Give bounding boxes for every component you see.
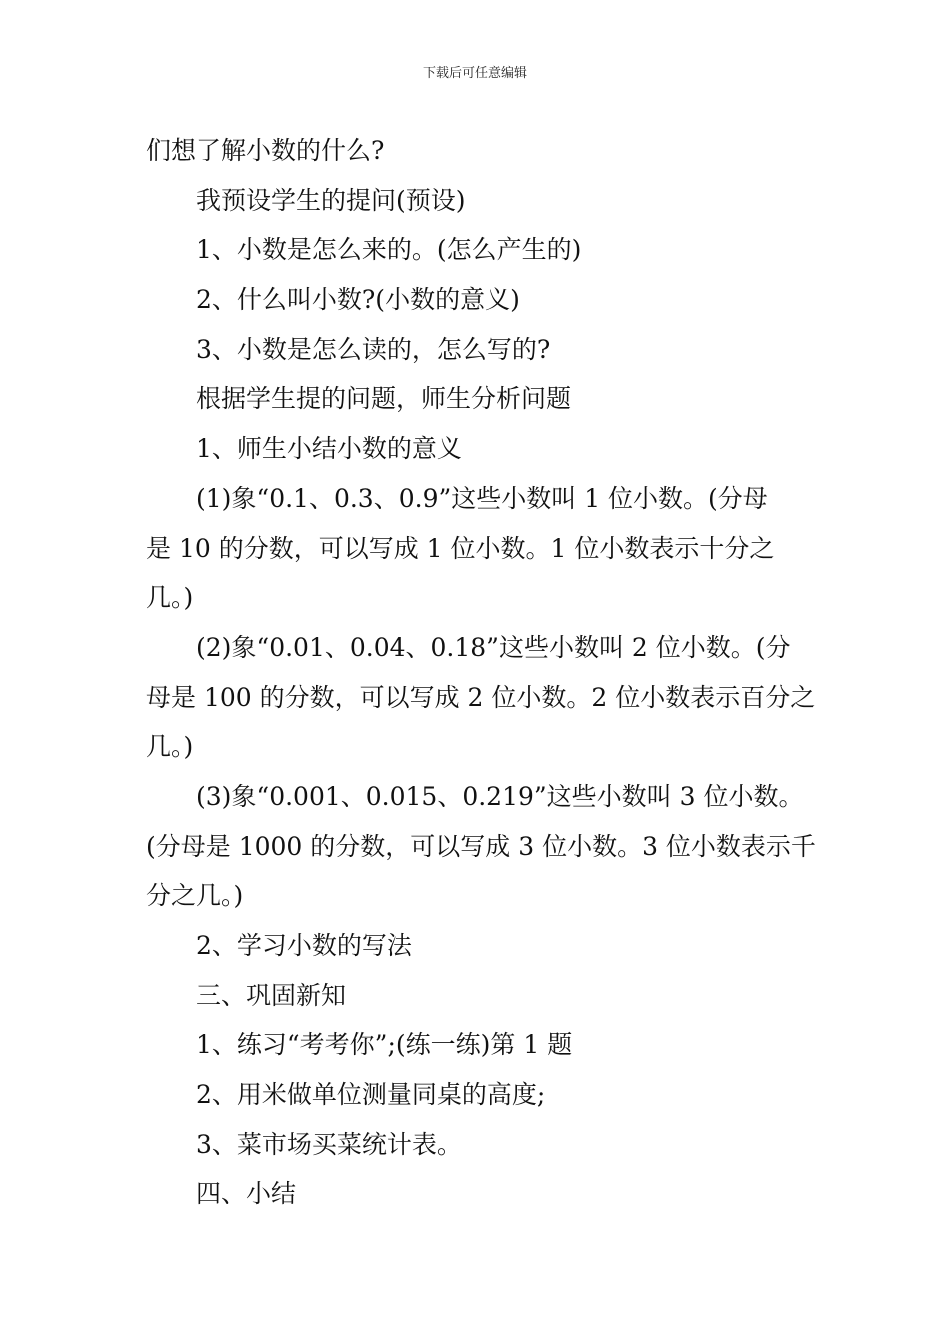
page-header: 下载后可任意编辑 (422, 66, 527, 81)
paragraph-line: 几。) (146, 583, 194, 613)
paragraph-line: 1、师生小结小数的意义 (196, 434, 462, 464)
paragraph-line: 根据学生提的问题，师生分析问题 (196, 384, 572, 414)
paragraph-decimal-one-place (146, 474, 812, 623)
paragraph-line: (3)象“0.001、0.015、0.219”这些小数叫 3 位小数。 (196, 781, 804, 811)
document-body (146, 126, 816, 1219)
paragraph-line: 几。) (146, 732, 194, 762)
paragraph-line: (2)象“0.01、0.04、0.18”这些小数叫 2 位小数。(分 (196, 632, 791, 662)
section-heading: 三、巩固新知 (196, 980, 347, 1010)
paragraph-line: 2、学习小数的写法 (196, 931, 412, 960)
paragraph-line: 1、小数是怎么来的。(怎么产生的) (196, 235, 582, 265)
paragraph-line: 母是 100 的分数，可以写成 2 位小数。2 位小数表示百分之 (146, 682, 816, 712)
paragraph-line: 2、用米做单位测量同桌的高度; (196, 1080, 546, 1110)
paragraph-line: 3、菜市场买菜统计表。 (196, 1129, 462, 1159)
paragraph-decimal-three-place (146, 772, 816, 921)
paragraph-line: 是 10 的分数，可以写成 1 位小数。1 位小数表示十分之 (146, 533, 775, 563)
paragraph-line: 3、小数是怎么读的，怎么写的? (196, 334, 551, 364)
paragraph-line: (1)象“0.1、0.3、0.9”这些小数叫 1 位小数。(分母 (196, 483, 768, 513)
section-heading: 四、小结 (196, 1179, 297, 1209)
paragraph-line: 分之几。) (146, 881, 244, 911)
paragraph-line: 们想了解小数的什么? (146, 136, 385, 165)
paragraph-line: 2、什么叫小数?(小数的意义) (196, 285, 520, 315)
paragraph-line: 我预设学生的提问(预设) (196, 185, 466, 215)
paragraph-decimal-two-place (146, 623, 816, 772)
paragraph-line: 1、练习“考考你”;(练一练)第 1 题 (196, 1030, 573, 1060)
paragraph-line: (分母是 1000 的分数，可以写成 3 位小数。3 位小数表示千 (146, 831, 816, 861)
